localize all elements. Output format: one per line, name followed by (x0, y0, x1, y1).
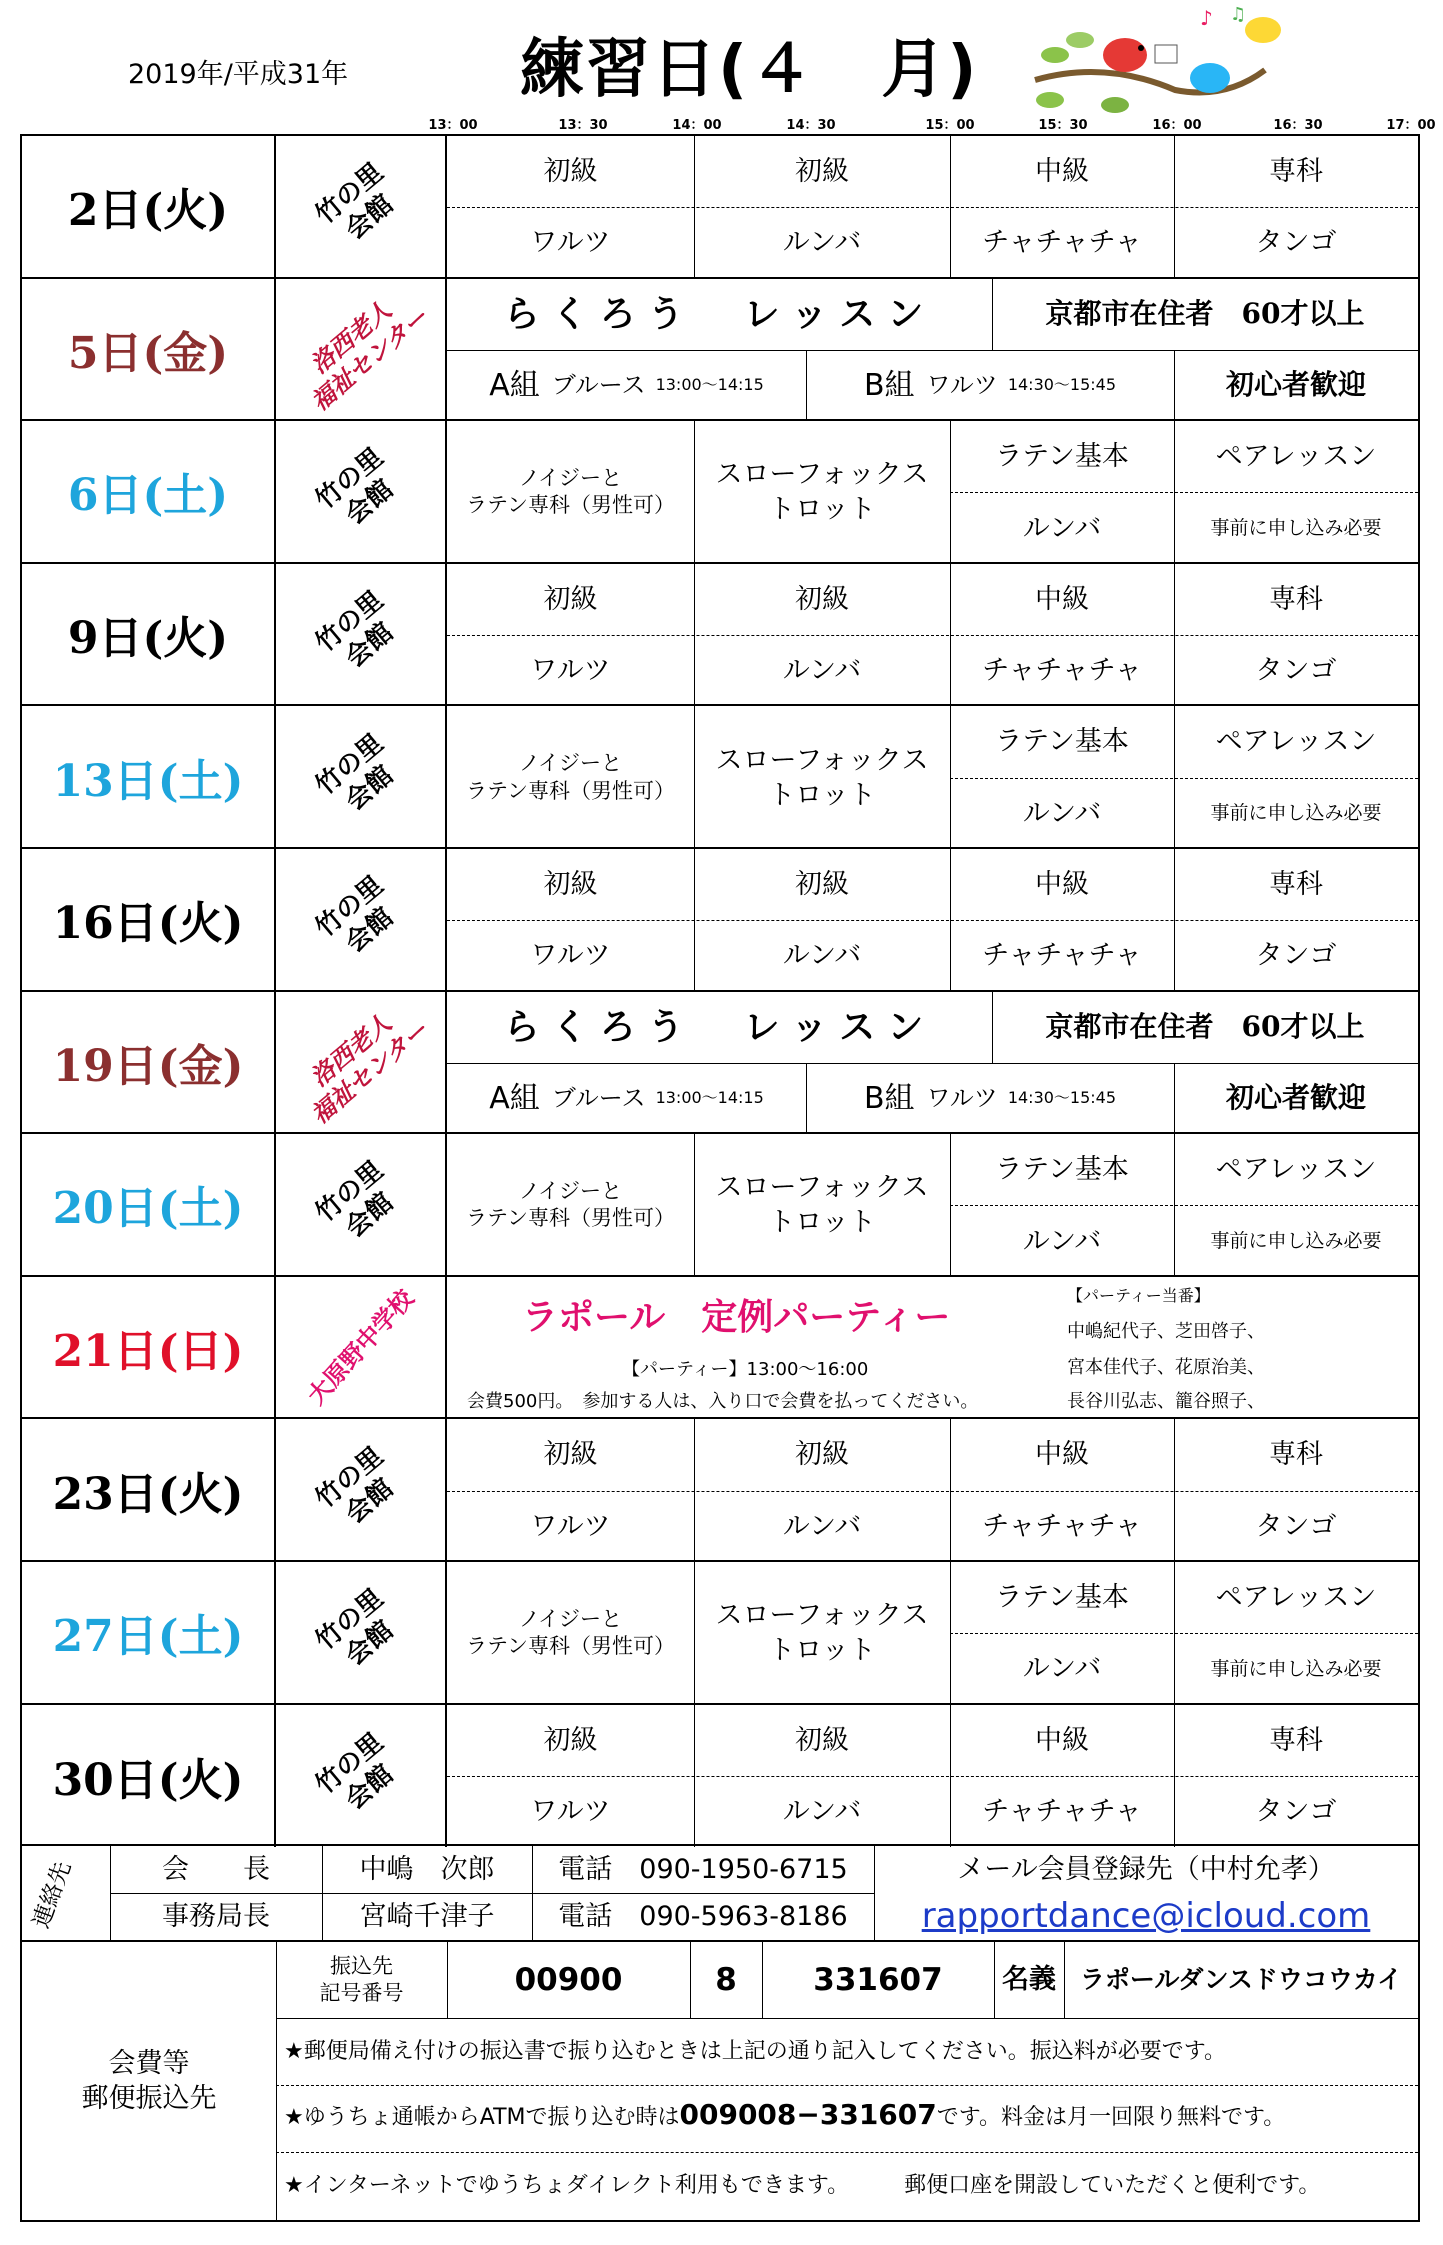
name-president: 中嶋 次郎 (359, 1853, 495, 1885)
schedule-row (22, 279, 1418, 422)
class-dance: ワルツ (530, 1795, 611, 1827)
account-code-2: 8 (715, 1961, 737, 1998)
schedule-row (22, 706, 1418, 849)
venue-text: 洛西老人 福祉センター (305, 295, 434, 417)
day-label: 27日(土) (22, 1562, 276, 1703)
class-level: 中級 (1035, 156, 1089, 188)
schedule-row (22, 421, 1418, 564)
account-name-label: 名義 (1002, 1964, 1056, 1996)
class-dance: ワルツ (530, 1510, 611, 1542)
svg-text:♫: ♫ (1230, 4, 1247, 25)
schedule-table (20, 134, 1420, 1846)
group-a-label: A組 (489, 1081, 540, 1117)
group-b-label: B組 (863, 368, 915, 404)
class-dance: ルンバ (782, 1795, 862, 1827)
venue-label (276, 564, 447, 705)
account-name-value: ラポールダンスドウコウカイ (1079, 1964, 1403, 1994)
slowfox-class: スローフォックス トロット (715, 459, 929, 526)
class-dance: タンゴ (1255, 1795, 1337, 1827)
account-code-1: 00900 (514, 1961, 623, 1998)
class-level: 初級 (795, 1724, 849, 1756)
schedule-row (22, 1562, 1418, 1705)
row-divider (447, 1491, 1418, 1492)
account-code-3: 331607 (813, 1961, 943, 1998)
payment-note-2: ★ゆうちょ通帳からATMで振り込む時は009008−331607です。料金は月一回限り無料です。 (284, 2098, 1286, 2131)
class-dance: チャチャチャ (982, 940, 1142, 972)
schedule-row (22, 992, 1418, 1135)
venue-label (276, 706, 447, 847)
class-level: 専科 (1269, 1724, 1323, 1756)
venue-label (276, 1419, 447, 1560)
class-dance: タンゴ (1255, 940, 1337, 972)
class-dance: チャチャチャ (982, 1510, 1142, 1542)
day-label: 19日(金) (22, 992, 276, 1133)
schedule-row (22, 136, 1418, 279)
day-label: 2日(火) (22, 136, 276, 277)
rakurou-title: らくろう レッスン (503, 1005, 936, 1048)
class-level: 初級 (543, 156, 598, 188)
contact-section (20, 1846, 1420, 1942)
group-a-dance: ブルース (551, 1083, 646, 1112)
class-dance: チャチャチャ (982, 655, 1142, 687)
class-dance: タンゴ (1255, 655, 1337, 687)
class-dance: ワルツ (530, 940, 611, 972)
day-label: 20日(土) (22, 1134, 276, 1275)
venue-text: 竹の里 会館 (310, 157, 400, 246)
latin-basic-class: ラテン基本 (995, 726, 1129, 758)
party-duty-line: 中嶋紀代子、芝田啓子、 (1067, 1320, 1265, 1342)
beginners-welcome: 初心者歓迎 (1225, 1081, 1366, 1115)
birds-illustration (1025, 0, 1305, 120)
venue-text: 竹の里 会館 (310, 585, 400, 674)
row-divider (447, 1776, 1418, 1777)
class-level: 初級 (795, 156, 849, 188)
pair-lesson: ペアレッスン (1215, 441, 1377, 473)
group-b-time: 14:30～15:45 (1007, 1088, 1117, 1108)
rumba-class: ルンバ (1022, 1653, 1102, 1685)
noisy-latin-class: ノイジーと ラテン専科（男性可） (466, 466, 675, 518)
class-level: 専科 (1269, 583, 1323, 615)
class-level: 中級 (1035, 1724, 1089, 1756)
group-a-label: A組 (489, 368, 540, 404)
pair-lesson-note: 事前に申し込み必要 (1210, 516, 1382, 539)
day-label: 23日(火) (22, 1419, 276, 1560)
time-tick: 13：00 (428, 118, 478, 133)
time-tick: 16：30 (1273, 118, 1323, 133)
venue-label (276, 1134, 447, 1275)
row-divider (447, 920, 1418, 921)
schedule-row (22, 1419, 1418, 1562)
class-dance: チャチャチャ (982, 227, 1142, 259)
venue-label (276, 849, 447, 990)
venue-label (276, 421, 447, 562)
rumba-class: ルンバ (1022, 797, 1102, 829)
venue-label (276, 1705, 447, 1848)
noisy-latin-class: ノイジーと ラテン専科（男性可） (466, 1607, 675, 1659)
venue-label (276, 279, 447, 420)
venue-label (276, 1277, 447, 1418)
day-label: 6日(土) (22, 421, 276, 562)
group-b-time: 14:30～15:45 (1007, 375, 1117, 395)
name-secretary: 宮崎千津子 (359, 1900, 495, 1932)
party-time: 【パーティー】13:00～16:00 (622, 1358, 869, 1380)
day-label: 30日(火) (22, 1705, 276, 1848)
day-label: 21日(日) (22, 1277, 276, 1418)
day-label: 5日(金) (22, 279, 276, 420)
beginners-welcome: 初心者歓迎 (1225, 368, 1366, 402)
payment-label: 会費等 郵便振込先 (81, 2047, 217, 2114)
class-level: 専科 (1269, 1439, 1323, 1471)
party-duty-line: 長谷川弘志、籠谷照子、 (1067, 1390, 1265, 1412)
phone-president: 電話 090-1950-6715 (558, 1853, 848, 1885)
schedule-row (22, 849, 1418, 992)
party-duty-line: 宮本佳代子、花原治美、 (1067, 1356, 1265, 1378)
payment-note-3: ★インターネットでゆうちょダイレクト利用もできます。 郵便口座を開設していただくと便利です。 (284, 2173, 1321, 2198)
group-b-dance: ワルツ (926, 1083, 998, 1112)
venue-text: 竹の里 会館 (310, 442, 400, 532)
svg-text:♪: ♪ (1200, 6, 1213, 30)
group-a-dance: ブルース (551, 370, 646, 399)
row-divider (447, 207, 1418, 208)
class-dance: タンゴ (1255, 1510, 1337, 1542)
pair-lesson: ペアレッスン (1215, 726, 1377, 758)
rakurou-condition: 京都市在住者 60才以上 (1045, 1010, 1365, 1044)
class-dance: チャチャチャ (982, 1795, 1142, 1827)
time-tick: 14：00 (672, 118, 722, 133)
party-title: ラポール 定例パーティー (522, 1296, 951, 1338)
schedule-row (22, 1277, 1418, 1420)
rumba-class: ルンバ (1022, 512, 1102, 544)
noisy-latin-class: ノイジーと ラテン専科（男性可） (466, 751, 675, 803)
venue-label (276, 1562, 447, 1703)
class-dance: ワルツ (530, 227, 611, 259)
group-a (447, 350, 806, 421)
day-label: 9日(火) (22, 564, 276, 705)
venue-text: 洛西老人 福祉センター (305, 1008, 434, 1130)
phone-secretary: 電話 090-5963-8186 (558, 1900, 848, 1932)
venue-label (276, 136, 447, 277)
venue-text: 竹の里 会館 (310, 1440, 400, 1530)
contact-label: 連絡先 (28, 1857, 77, 1932)
schedule-row (22, 1705, 1418, 1848)
class-level: 初級 (543, 1439, 598, 1471)
venue-text: 竹の里 会館 (310, 1726, 400, 1816)
pair-lesson: ペアレッスン (1215, 1154, 1377, 1186)
class-level: 初級 (795, 1439, 849, 1471)
class-level: 初級 (543, 583, 598, 615)
time-tick: 15：00 (925, 118, 975, 133)
page-title: 練習日(４ 月) (520, 33, 979, 107)
pair-lesson-note: 事前に申し込み必要 (1210, 1657, 1382, 1680)
pair-lesson-note: 事前に申し込み必要 (1210, 1229, 1382, 1252)
party-fee: 会費500円。 参加する人は、入り口で会費を払ってください。 (467, 1390, 979, 1412)
class-level: 初級 (795, 869, 849, 901)
class-level: 専科 (1269, 156, 1323, 188)
venue-label (276, 992, 447, 1133)
noisy-latin-class: ノイジーと ラテン専科（男性可） (466, 1179, 675, 1231)
payment-section (20, 1942, 1420, 2222)
time-tick: 15：30 (1038, 118, 1088, 133)
venue-text: 竹の里 会館 (310, 1583, 400, 1672)
rakurou-condition: 京都市在住者 60才以上 (1045, 297, 1365, 331)
venue-text: 竹の里 会館 (310, 1155, 400, 1245)
class-dance: ワルツ (530, 655, 611, 687)
class-dance: タンゴ (1255, 227, 1337, 259)
group-b (806, 350, 1174, 421)
venue-text: 竹の里 会館 (310, 727, 400, 817)
class-level: 中級 (1035, 583, 1089, 615)
class-dance: ルンバ (782, 227, 862, 259)
pair-lesson-note: 事前に申し込み必要 (1210, 801, 1382, 824)
group-b (806, 1063, 1174, 1134)
group-a-time: 13:00～14:15 (655, 1088, 764, 1108)
pair-lesson: ペアレッスン (1215, 1582, 1377, 1614)
time-tick: 14：30 (786, 118, 836, 133)
class-dance: ルンバ (782, 655, 862, 687)
slowfox-class: スローフォックス トロット (715, 744, 929, 811)
year-label: 2019年/平成31年 (128, 59, 349, 90)
latin-basic-class: ラテン基本 (995, 1582, 1129, 1614)
time-tick: 17：00 (1386, 118, 1436, 133)
group-b-label: B組 (863, 1081, 915, 1117)
time-tick: 13：30 (558, 118, 608, 133)
mail-registration-label: メール会員登録先（中村允孝） (957, 1853, 1335, 1885)
group-a (447, 1063, 806, 1134)
schedule-row (22, 1134, 1418, 1277)
schedule-row (22, 564, 1418, 707)
latin-basic-class: ラテン基本 (995, 1154, 1129, 1186)
account-label: 振込先 記号番号 (319, 1953, 404, 2005)
email-link[interactable]: rapportdance@icloud.com (921, 1896, 1371, 1937)
time-tick: 16：00 (1152, 118, 1202, 133)
role-president: 会 長 (162, 1853, 270, 1885)
day-label: 13日(土) (22, 706, 276, 847)
class-level: 初級 (543, 869, 598, 901)
class-level: 中級 (1035, 1439, 1089, 1471)
rakurou-title: らくろう レッスン (503, 292, 936, 335)
class-dance: ルンバ (782, 1510, 862, 1542)
day-label: 16日(火) (22, 849, 276, 990)
class-level: 初級 (795, 583, 849, 615)
role-secretary: 事務局長 (162, 1900, 270, 1932)
group-a-time: 13:00～14:15 (655, 375, 764, 395)
class-level: 専科 (1269, 869, 1323, 901)
class-level: 中級 (1035, 869, 1089, 901)
group-b-dance: ワルツ (926, 370, 998, 399)
venue-text: 竹の里 会館 (310, 870, 400, 959)
class-level: 初級 (543, 1724, 598, 1756)
party-duty-header: 【パーティー当番】 (1067, 1285, 1210, 1305)
slowfox-class: スローフォックス トロット (715, 1600, 929, 1667)
latin-basic-class: ラテン基本 (995, 441, 1129, 473)
slowfox-class: スローフォックス トロット (715, 1172, 929, 1239)
venue-text: 大原野中学校 (301, 1283, 419, 1410)
payment-note-1: ★郵便局備え付けの振込書で振り込むときは上記の通り記入してください。振込料が必要です。 (284, 2039, 1226, 2064)
class-dance: ルンバ (782, 940, 862, 972)
row-divider (447, 635, 1418, 636)
rumba-class: ルンバ (1022, 1225, 1102, 1257)
